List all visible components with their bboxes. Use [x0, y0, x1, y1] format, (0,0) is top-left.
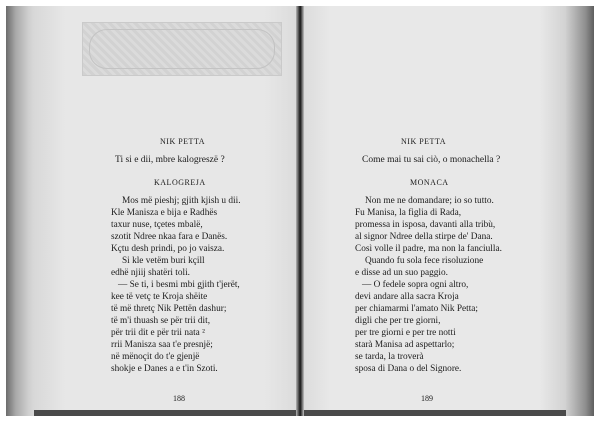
right-page-number: 189: [421, 394, 433, 403]
left-verse-line: për trii dit e për trii nata ²: [111, 328, 205, 338]
left-book-edge: [6, 6, 34, 416]
left-verse-line: shokje e Danes a e t'in Szoti.: [111, 364, 218, 374]
right-verse-line: sposa di Dana o del Signore.: [355, 364, 462, 374]
left-verse-line: Mos më pieshj; gjith kjish u dii.: [122, 196, 241, 206]
left-verse-line: Kçtu desh prindi, po jo vaisza.: [111, 244, 225, 254]
right-verse-line: se tarda, la troverà: [355, 352, 424, 362]
book-gutter: [296, 6, 304, 416]
left-verse-line: Kle Manisza e bija e Radhës: [111, 208, 218, 218]
right-verse-line: Quando fu sola fece risoluzione: [365, 256, 484, 266]
left-verse-line: rrii Manisza saa t'e presnjë;: [111, 340, 213, 350]
left-verse-line: szotit Ndree nkaa fara e Danës.: [111, 232, 228, 242]
right-verse-line: per tre giorni e per tre notti: [355, 328, 456, 338]
right-verse-line: Così volle il padre, ma non la fanciulla.: [355, 244, 502, 254]
left-verse-line: taxur nuse, tçetes mbalë,: [111, 220, 203, 230]
right-verse-line: promessa in isposa, davanti alla tribù,: [355, 220, 496, 230]
right-verse-line: e disse ad un suo paggio.: [355, 268, 448, 278]
left-verse-line: të m'i thuash se për trii dit,: [111, 316, 211, 326]
right-verse-line: devi andare alla sacra Kroja: [355, 292, 459, 302]
right-verse-line: digli che per tre giorni,: [355, 316, 441, 326]
right-verse-line: per chiamarmi l'amato Nik Petta;: [355, 304, 479, 314]
right-book-edge: [566, 6, 594, 416]
left-verse-line: në mënoçit do t'e gjenjë: [111, 352, 200, 362]
right-verse-line: Non me ne domandare; io so tutto.: [365, 196, 494, 206]
left-page-number: 188: [173, 394, 185, 403]
right-speaker-heading: NIK PETTA: [401, 137, 446, 146]
right-verse-line: al signor Ndree della stirpe de' Dana.: [355, 232, 493, 242]
right-speaker-line: Come mai tu sai ciò, o monachella ?: [362, 155, 501, 165]
left-verse-line: — Se ti, i besmi mbi gjith t'jerët,: [118, 280, 240, 290]
left-verse-line: edhë njiij shatëri toli.: [111, 268, 191, 278]
left-verse-line: të më thretç Nik Pettën dashur;: [111, 304, 227, 314]
right-verse-line: — O fedele sopra ogni altro,: [362, 280, 469, 290]
decorative-header-ornament: [82, 22, 282, 76]
left-speaker-line: Ti si e dii, mbre kalogreszë ?: [115, 155, 225, 165]
right-verse-line: starà Manisa ad aspettarlo;: [355, 340, 455, 350]
right-verse-line: Fu Manisa, la figlia di Rada,: [355, 208, 462, 218]
left-speaker-heading: NIK PETTA: [160, 137, 205, 146]
right-second-speaker-heading: MONACA: [410, 178, 449, 187]
left-verse-line: kee të vetç te Kroja shëite: [111, 292, 208, 302]
left-verse-line: Si kle vetëm buri kçill: [122, 256, 205, 266]
left-second-speaker-heading: KALOGREJA: [154, 178, 206, 187]
